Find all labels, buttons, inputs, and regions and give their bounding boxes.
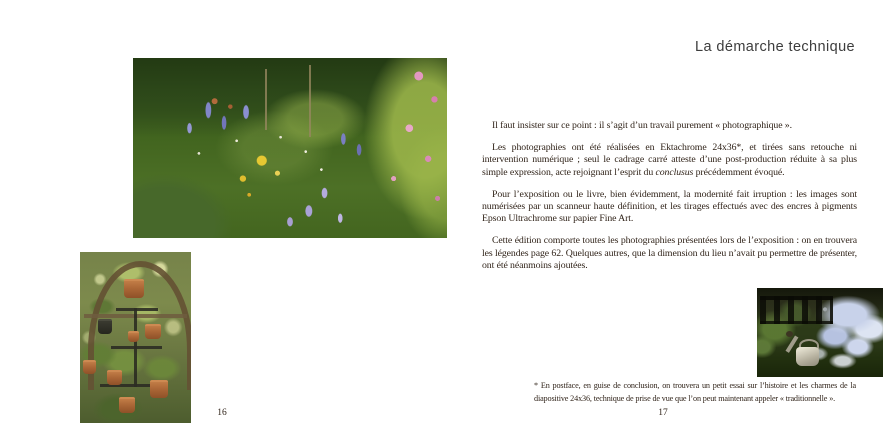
watering-can-photo <box>757 288 883 377</box>
paragraph-1 <box>482 120 857 132</box>
plant-stake <box>309 65 311 137</box>
paragraph-text: Pour l’exposition ou le livre, bien évidemment, la modernité fait irruption : les images sont numérisées par un scanneur haute définition, et les tirages effectués avec des encres à pigments Epson Ultrachrome sur papier Fine Art. <box>482 188 857 225</box>
garden-border-photo <box>133 58 447 238</box>
terracotta-pot <box>107 370 122 385</box>
potted-plants-photo <box>80 252 191 423</box>
page-number: 16 <box>217 408 227 418</box>
paragraph-3 <box>482 189 857 226</box>
stand-shelf <box>116 308 158 311</box>
page-number: 17 <box>658 408 668 418</box>
watering-can-body <box>796 347 819 366</box>
terracotta-pot <box>124 279 144 298</box>
paragraph-4 <box>482 235 857 272</box>
paragraph-text: précédemment évoqué. <box>693 166 785 178</box>
body-text <box>482 120 857 282</box>
paragraph-text: Cette édition comporte toutes les photographies présentées lors de l’exposition : on en trouvera les légendes page 62. Quelques autres, que la dimension du lieu n’avait pu permettre de présenter, ont été néanmoins ajoutées. <box>482 235 857 271</box>
fence-balustrade <box>760 296 833 324</box>
terracotta-pot <box>150 380 168 398</box>
footnote: * En postface, en guise de conclusion, on trouvera un petit essai sur l’histoire et les charmes de la diapositive 24x36, technique de prise de vue que l’on peut maintenant appeler « traditionnelle ». <box>534 381 856 403</box>
paragraph-text: Les photographies ont été réalisées en Ektachrome 24x36*, et tirées sans retouche ni intervention numérique ; seul le cadrage carré atteste d’une post-production réduite à sa plus simple expression, acte rejoignant l’esprit du <box>482 142 857 178</box>
terracotta-pot <box>128 331 139 342</box>
plant-stake <box>265 69 267 130</box>
terracotta-pot <box>145 324 161 339</box>
watering-can <box>789 333 823 369</box>
terracotta-pot <box>119 397 135 413</box>
terracotta-pot <box>83 360 96 374</box>
paragraph-2 <box>482 142 857 179</box>
chapter-title: La démarche technique <box>695 39 855 55</box>
stand-shelf <box>111 346 162 349</box>
italic-term: conclusus <box>655 166 694 178</box>
watering-can-rose <box>786 331 793 337</box>
dark-pot <box>98 319 112 334</box>
paragraph-text: Il faut insister sur ce point : il s’agit d’un travail purement « photographique ». <box>492 120 792 131</box>
